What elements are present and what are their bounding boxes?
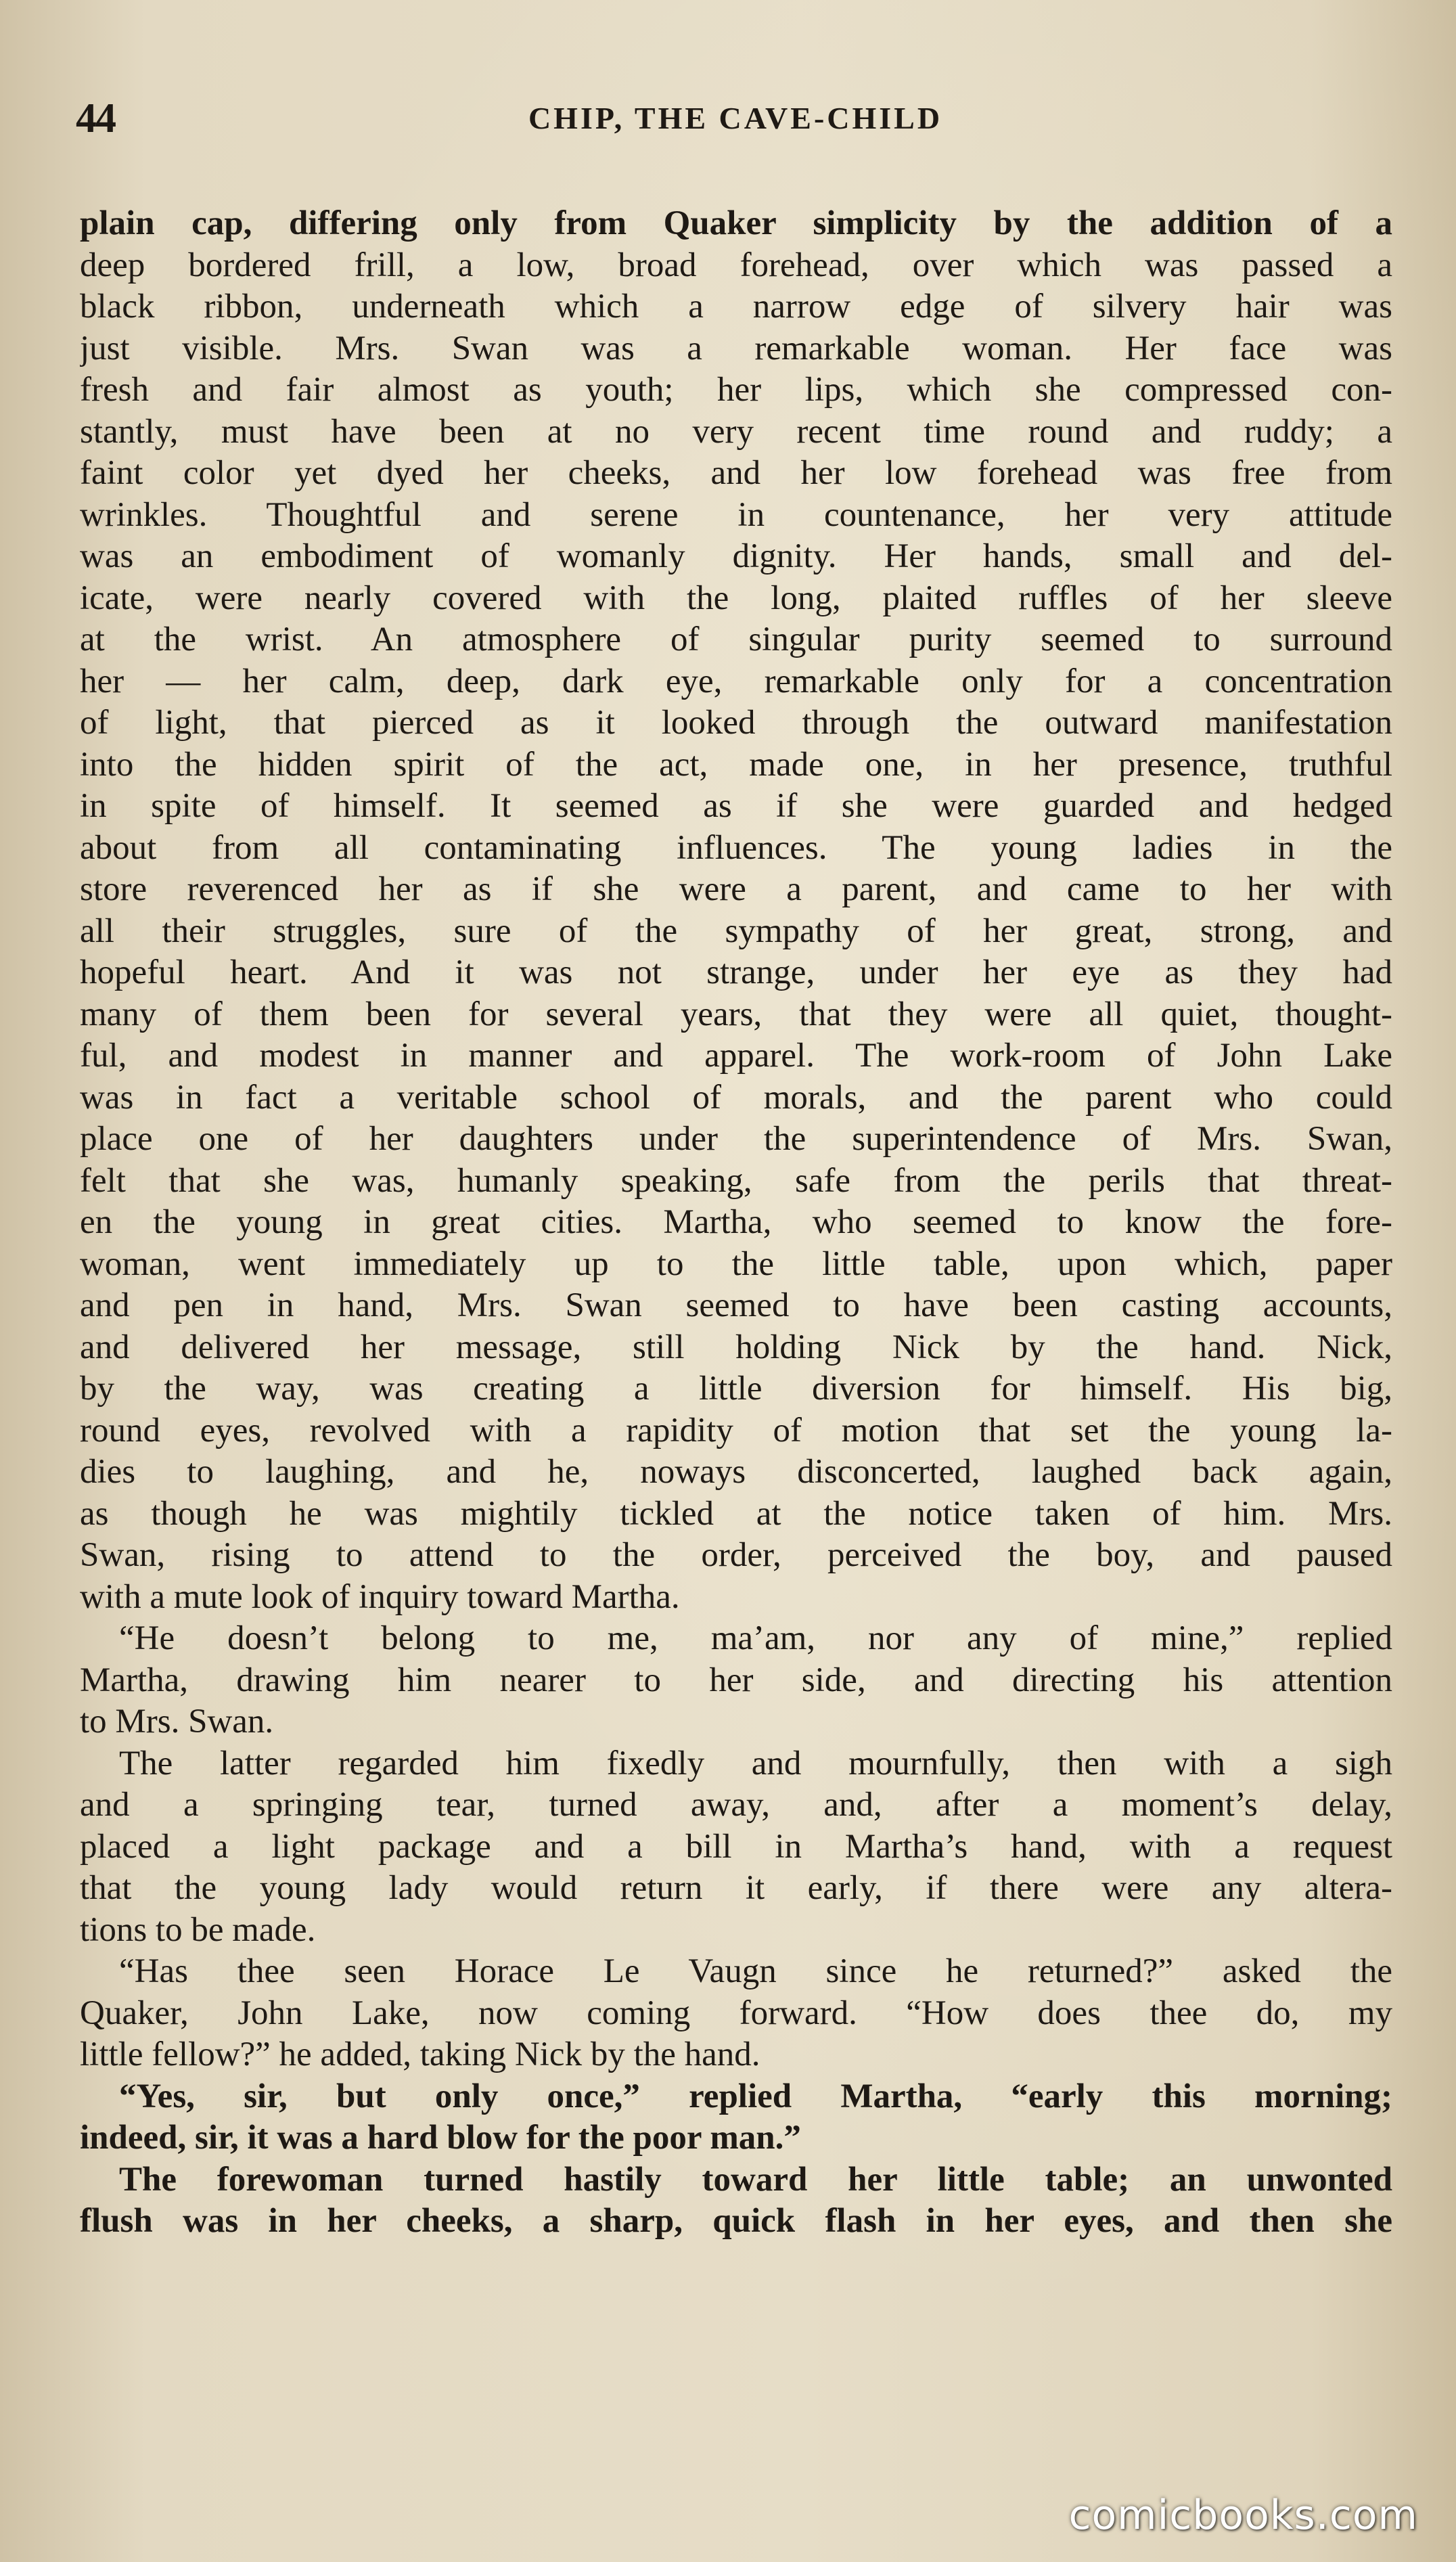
text-line: about from all contaminating influences. The young ladies in the <box>80 828 1392 867</box>
text-line: little fellow?” he added, taking Nick by the hand. <box>80 2036 760 2073</box>
text-line: Quaker, John Lake, now coming forward. “How does thee do, my <box>80 1994 1392 2032</box>
text-line: The latter regarded him fixedly and mournfully, then with a sigh <box>119 1744 1392 1782</box>
text-line: all their struggles, sure of the sympathy of her great, strong, and <box>80 912 1392 950</box>
text-line: hopeful heart. And it was not strange, under her eye as they had <box>80 953 1392 991</box>
text-line: at the wrist. An atmosphere of singular purity seemed to surround <box>80 621 1392 658</box>
text-line: was an embodiment of womanly dignity. Her hands, small and del- <box>80 537 1392 575</box>
text-line: plain cap, differing only from Quaker simplicity by the addition of a <box>80 204 1392 242</box>
page-header <box>76 95 1395 149</box>
watermark: comicbooks.com <box>1068 2492 1418 2539</box>
text-line: icate, were nearly covered with the long, plaited ruffles of her sleeve <box>80 579 1392 617</box>
text-line: ful, and modest in manner and apparel. The work-room of John Lake <box>80 1037 1392 1075</box>
text-line: place one of her daughters under the superintendence of Mrs. Swan, <box>80 1120 1392 1158</box>
text-line: dies to laughing, and he, noways disconcerted, laughed back again, <box>80 1453 1392 1491</box>
text-line: stantly, must have been at no very recent time round and ruddy; a <box>80 412 1392 451</box>
text-line: “He doesn’t belong to me, ma’am, nor any of mine,” replied <box>119 1619 1392 1657</box>
text-line: to Mrs. Swan. <box>80 1703 274 1740</box>
text-line: flush was in her cheeks, a sharp, quick flash in her eyes, and then she <box>80 2202 1392 2240</box>
text-line: en the young in great cities. Martha, who seemed to know the fore- <box>80 1203 1392 1241</box>
text-line: round eyes, revolved with a rapidity of motion that set the young la- <box>80 1411 1392 1449</box>
text-line: placed a light package and a bill in Martha’s hand, with a request <box>80 1827 1392 1866</box>
body-text <box>80 203 1392 2243</box>
text-line: tions to be made. <box>80 1910 316 1949</box>
text-line: woman, went immediately up to the little table, upon which, paper <box>80 1244 1392 1283</box>
text-line: black ribbon, underneath which a narrow edge of silvery hair was <box>80 288 1392 325</box>
text-line: with a mute look of inquiry toward Martha. <box>80 1577 680 1616</box>
text-line: Swan, rising to attend to the order, perceived the boy, and paused <box>80 1536 1392 1574</box>
text-line: that the young lady would return it early, if there were any altera- <box>80 1869 1392 1907</box>
running-head: CHIP, THE CAVE-CHILD <box>528 101 943 135</box>
text-line: and a springing tear, turned away, and, after a moment’s delay, <box>80 1786 1392 1824</box>
text-line: “Yes, sir, but only once,” replied Martha, “early this morning; <box>119 2077 1392 2115</box>
text-line: into the hidden spirit of the act, made one, in her presence, truthful <box>80 745 1392 784</box>
text-line: Martha, drawing him nearer to her side, and directing his attention <box>80 1661 1392 1699</box>
text-line: store reverenced her as if she were a parent, and came to her with <box>80 870 1392 908</box>
text-line: in spite of himself. It seemed as if she were guarded and hedged <box>80 787 1392 825</box>
text-line: of light, that pierced as it looked through the outward manifestation <box>80 704 1392 742</box>
text-line: as though he was mightily tickled at the notice taken of him. Mrs. <box>80 1494 1392 1533</box>
text-line: and delivered her message, still holding Nick by the hand. Nick, <box>80 1328 1392 1366</box>
text-line: by the way, was creating a little diversion for himself. His big, <box>80 1370 1392 1408</box>
page-number: 44 <box>76 95 115 141</box>
text-line: faint color yet dyed her cheeks, and her low forehead was free from <box>80 454 1392 492</box>
text-line: fresh and fair almost as youth; her lips, which she compressed con- <box>80 371 1392 409</box>
text-line: indeed, sir, it was a hard blow for the poor man.” <box>80 2119 801 2157</box>
text-line: her — her calm, deep, dark eye, remarkable only for a concentration <box>80 662 1392 700</box>
text-line: wrinkles. Thoughtful and serene in countenance, her very attitude <box>80 495 1392 534</box>
text-line: and pen in hand, Mrs. Swan seemed to have been casting accounts, <box>80 1286 1392 1324</box>
text-line: just visible. Mrs. Swan was a remarkable woman. Her face was <box>80 329 1392 367</box>
text-line: was in fact a veritable school of morals, and the parent who could <box>80 1078 1392 1117</box>
text-line: deep bordered frill, a low, broad forehead, over which was passed a <box>80 246 1392 284</box>
text-line: many of them been for several years, that they were all quiet, thought- <box>80 995 1392 1033</box>
text-line: “Has thee seen Horace Le Vaugn since he returned?” asked the <box>119 1952 1392 1990</box>
text-line: felt that she was, humanly speaking, safe from the perils that threat- <box>80 1161 1392 1200</box>
text-line: The forewoman turned hastily toward her little table; an unwonted <box>119 2160 1392 2199</box>
